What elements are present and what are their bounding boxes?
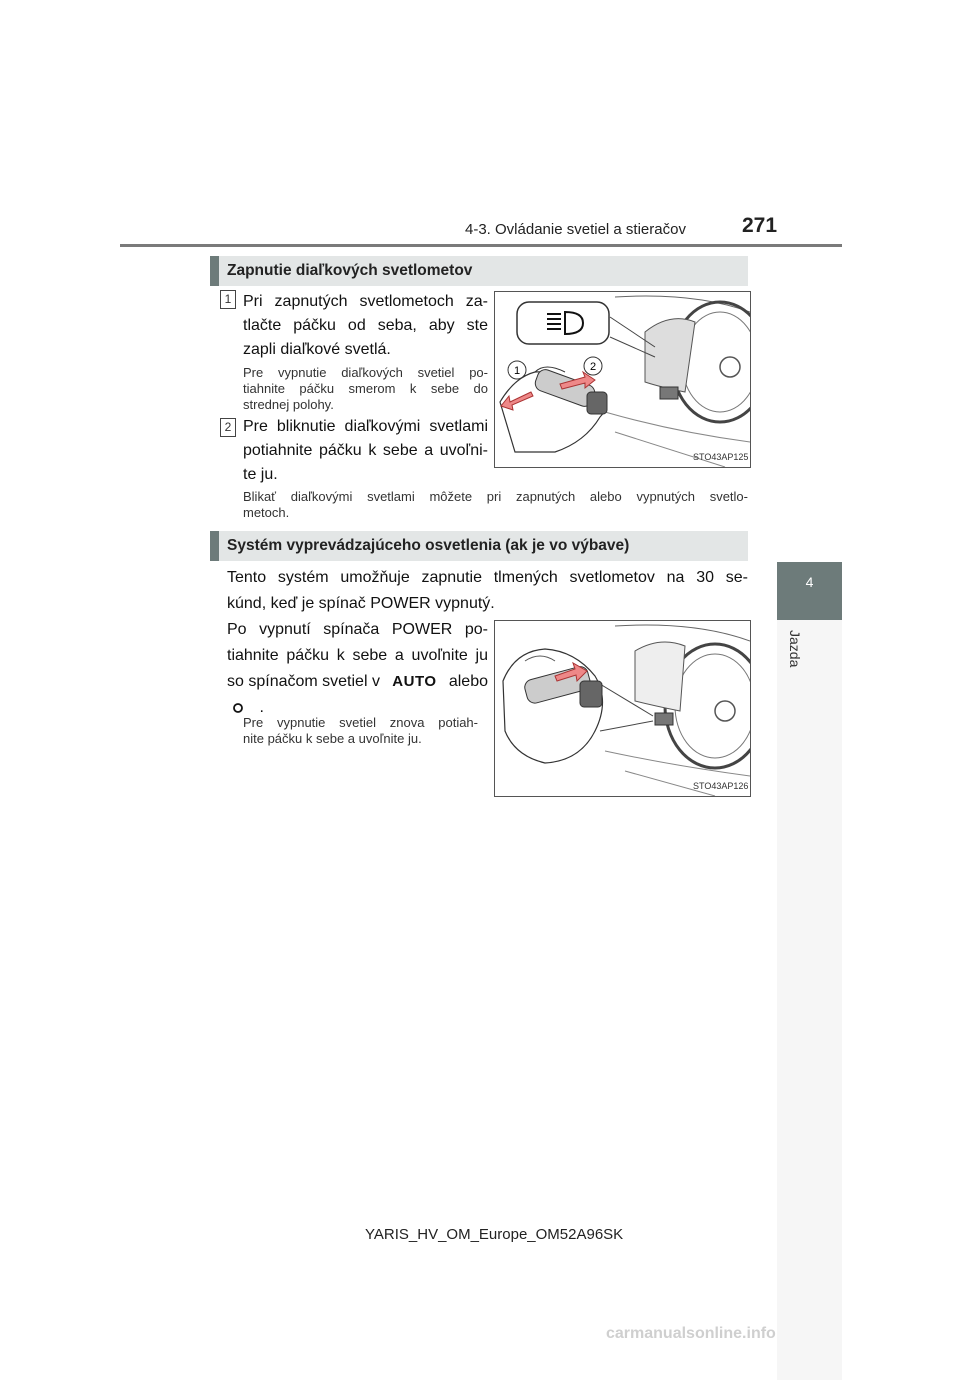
chapter-label: Jazda [787,630,803,668]
step-2-note-line-2: metoch. [243,505,290,520]
step-1-text [243,290,488,362]
step-1-line-1: Pri zapnutých svetlometoch za- [243,293,488,310]
section-title-follow-me-home: Systém vyprevádzajúceho osvetlenia (ak je vo výbave) [210,531,748,561]
step-2-line-2: potiahnite páčku k sebe a uvoľni- [243,442,488,459]
step-1-note-line-3: strednej polohy. [243,397,334,412]
figure-callout-1: 1 [513,365,521,377]
chapter-number: 4 [805,574,814,590]
step-2-line-1: Pre bliknutie diaľkovými svetlami [243,418,488,435]
step-number-1: 1 [220,290,236,309]
section-title-high-beam: Zapnutie diaľkových svetlometov [210,256,748,286]
figure-code-2: STO43AP126 [693,781,749,791]
step-1-line-3: zapli diaľkové svetlá. [243,341,391,358]
sec2-note-line-1: Pre vypnutie svetiel znova potiah- [243,715,478,730]
step-1-note-line-2: tiahnite páčku smerom k sebe do [243,381,488,396]
intro-line-1: Tento systém umožňuje zapnutie tlmených svetlometov na 30 se- [227,569,748,586]
para-line-4-post: . [259,699,264,716]
sec2-note-line-2: nite páčku k sebe a uvoľnite ju. [243,731,422,746]
step-2-note-line-1: Blikať diaľkovými svetlami môžete pri zapnutých alebo vypnutých svetlo- [243,489,748,504]
para-line-2: tiahnite páčku k sebe a uvoľnite ju [227,647,488,664]
para-line-3-post: alebo [448,673,488,690]
document-id: YARIS_HV_OM_Europe_OM52A96SK [365,1226,624,1243]
step-2-note [243,489,748,521]
page-number: 271 [742,214,778,237]
section-2-intro [227,565,748,617]
small-light-icon [231,701,245,715]
section-header: 4-3. Ovládanie svetiel a stieračov [465,221,686,238]
lever-illustration-2 [495,621,750,796]
intro-line-2: kúnd, keď je spínač POWER vypnutý. [227,595,495,612]
watermark: carmanualsonline.info [606,1325,776,1342]
chapter-rail [777,620,842,1380]
figure-callout-2: 2 [589,361,597,373]
section-2-paragraph [227,617,488,721]
figure-code-1: STO43AP125 [693,452,749,462]
para-line-3 [227,669,488,695]
step-number-2: 2 [220,418,236,437]
step-1-line-2: tlačte páčku od seba, aby ste [243,317,488,334]
para-line-3-pre: so spínačom svetiel v [227,673,380,690]
step-2-line-3: te ju. [243,466,278,483]
section-2-note [243,715,478,747]
step-1-note [243,365,488,413]
para-line-1: Po vypnutí spínača POWER po- [227,621,488,638]
lever-illustration [495,292,750,467]
auto-switch-icon: AUTO [392,673,437,690]
step-1-note-line-1: Pre vypnutie diaľkových svetiel po- [243,365,488,380]
figure-high-beam-lever [494,291,751,468]
step-2-text [243,415,488,487]
header-rule [120,244,842,247]
chapter-tab [777,562,842,620]
figure-follow-me-lever [494,620,751,797]
